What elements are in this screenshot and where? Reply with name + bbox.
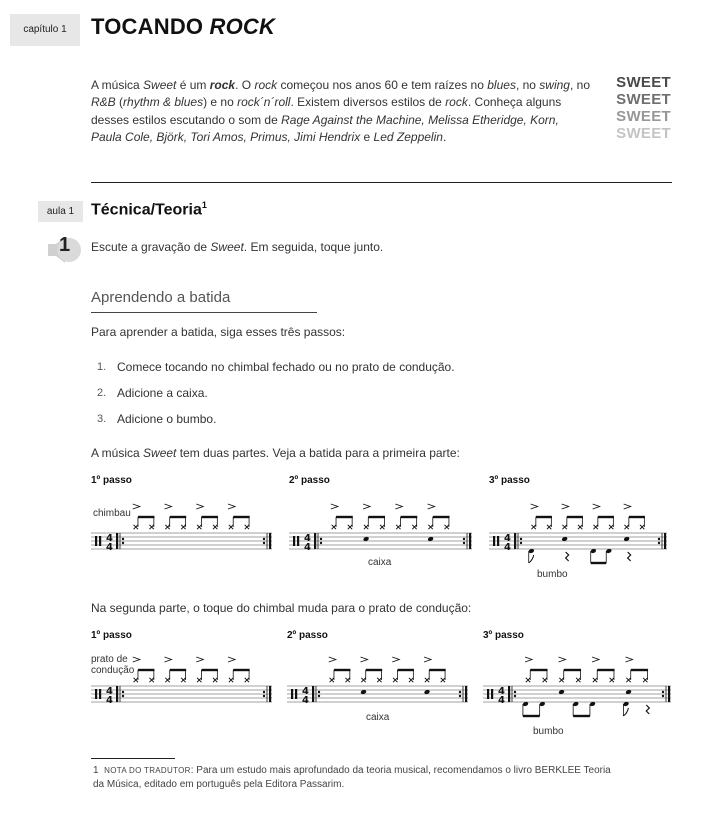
cymbal-note <box>149 525 153 529</box>
cymbal-note <box>364 525 368 529</box>
part1-seg: A música <box>91 446 144 460</box>
cymbal-note <box>441 678 445 682</box>
cymbal-note <box>393 678 397 682</box>
step-number: 2. <box>97 387 107 399</box>
intro-text: . <box>442 129 447 144</box>
intro-text: ( <box>115 95 124 110</box>
cymbal-note <box>640 525 644 529</box>
rest-symbol <box>646 705 649 714</box>
kick-label: bumbo <box>537 569 568 580</box>
repeat-dot <box>520 542 522 544</box>
note-beam <box>433 516 450 518</box>
intro-text: swing <box>539 78 570 92</box>
sweet-label-3: SWEET <box>616 108 671 125</box>
note-beam <box>598 516 614 518</box>
intro-text: rock´n´roll <box>237 95 291 110</box>
instr-text: Escute a gravação de <box>91 240 211 254</box>
intro-text: rhythm & blues <box>123 95 204 110</box>
intro-text: e <box>360 129 374 144</box>
cymbal-note <box>245 678 249 682</box>
cymbal-note <box>229 525 233 529</box>
accent-mark <box>428 504 435 509</box>
cymbal-note <box>332 525 336 529</box>
repeat-thick <box>469 533 471 549</box>
accent-mark <box>395 504 402 509</box>
note-beam <box>138 669 154 671</box>
part2-text: Na segunda parte, o toque do chimbal muda para o prato de condução: <box>91 601 472 615</box>
percussion-clef <box>95 536 97 546</box>
instr-text: . Em seguida, toque junto. <box>243 240 384 254</box>
percussion-clef <box>487 689 489 699</box>
repeat-thick <box>116 533 118 549</box>
cymbal-note <box>445 525 449 529</box>
repeat-dot <box>122 542 124 544</box>
cymbal-note <box>610 678 614 682</box>
intro-text: rock <box>209 78 236 92</box>
title-plain: TOCANDO <box>91 14 210 39</box>
repeat-dot <box>662 695 664 697</box>
note-beam <box>573 715 590 717</box>
note-beam <box>397 669 413 671</box>
repeat-dot <box>263 538 265 540</box>
accent-mark <box>624 504 631 509</box>
step-label: 3º passo <box>489 475 530 486</box>
intro-text: R&B <box>91 95 116 110</box>
intro-text: blues <box>487 78 516 92</box>
cymbal-note <box>165 525 169 529</box>
cymbal-note <box>229 678 233 682</box>
rest-symbol <box>628 552 631 561</box>
note-beam <box>530 669 547 671</box>
percussion-clef <box>95 689 97 699</box>
title-italic: ROCK <box>209 14 276 39</box>
lesson-title-text: Técnica/Teoria <box>91 201 202 219</box>
time-signature-top: 4 <box>498 686 505 697</box>
accent-mark <box>165 657 172 662</box>
step-text: Comece tocando no chimbal fechado ou no prato de condução. <box>117 360 455 374</box>
intro-text: rock <box>254 78 278 92</box>
percussion-clef <box>291 689 293 699</box>
note-beam <box>564 669 581 671</box>
repeat-dot <box>122 538 124 540</box>
cymbal-note <box>134 678 138 682</box>
intro-text: Rage Against the Machine, Melissa Etheridge, Korn, Paula Cole, Björk, Tori Amos, Primus, Jimi Hendrix <box>91 112 559 144</box>
step-number: 1. <box>97 361 107 373</box>
accent-mark <box>196 504 203 509</box>
cymbal-note <box>547 525 551 529</box>
intro-text: é um <box>176 78 210 92</box>
step-label: 2º passo <box>289 475 330 486</box>
repeat-dot <box>320 542 322 544</box>
intro-text: começou nos anos 60 e tem raízes no <box>277 78 488 92</box>
repeat-thick <box>508 686 510 702</box>
cymbal-note <box>412 525 416 529</box>
cymbal-note <box>396 525 400 529</box>
note-flag <box>623 708 628 716</box>
instrument-label: chimbau <box>93 508 131 519</box>
note-beam <box>629 516 645 518</box>
footnote-tag: NOTA DO TRADUTOR <box>104 766 191 775</box>
instrument-label-a: prato de <box>91 654 128 665</box>
note-beam <box>233 669 249 671</box>
part1-seg: tem duas partes. Veja a batida para a primeira parte: <box>176 446 460 460</box>
footnote <box>93 764 613 792</box>
step-label: 1º passo <box>91 630 132 641</box>
note-beam <box>597 669 614 671</box>
intro-text: Sweet <box>143 78 177 92</box>
note-beam <box>170 516 186 518</box>
accent-mark <box>165 504 172 509</box>
note-beam <box>233 516 249 518</box>
accent-mark <box>562 504 569 509</box>
chapter-label: capítulo 1 <box>10 14 80 46</box>
intro-text: . Existem diversos estilos de <box>290 95 446 110</box>
accent-mark <box>424 657 431 662</box>
cymbal-note <box>576 678 580 682</box>
time-signature-bottom: 4 <box>302 695 309 706</box>
sweet-label-2: SWEET <box>616 91 671 108</box>
note-beam <box>429 669 445 671</box>
intro-text: . Conheça alguns desses estilos escutando o som de <box>91 95 562 127</box>
cymbal-note <box>543 678 547 682</box>
cymbal-note <box>181 678 185 682</box>
cymbal-note <box>213 678 217 682</box>
accent-mark <box>133 657 140 662</box>
kick-label: bumbo <box>533 726 564 737</box>
intro-text: A música <box>91 78 144 92</box>
cymbal-note <box>181 525 185 529</box>
note-beam <box>591 562 607 564</box>
intro-text: rock <box>445 95 468 110</box>
accent-mark <box>196 657 203 662</box>
cymbal-note <box>245 525 249 529</box>
percussion-clef <box>497 536 499 546</box>
time-signature-bottom: 4 <box>106 695 113 706</box>
accent-mark <box>593 504 600 509</box>
footnote-text: : Para um estudo mais aprofundado da teoria musical, recomendamos o livro BERKLEE Teoria da Música, editado em português pela Editora Passarim. <box>93 765 611 790</box>
note-beam <box>336 516 353 518</box>
percussion-clef <box>99 536 101 546</box>
note-beam <box>366 669 382 671</box>
accent-mark <box>228 657 235 662</box>
repeat-thick <box>269 686 271 702</box>
note-beam <box>567 516 583 518</box>
time-signature-top: 4 <box>504 533 511 544</box>
cymbal-note <box>428 525 432 529</box>
accent-mark <box>133 504 140 509</box>
accent-mark <box>361 657 368 662</box>
repeat-thick <box>664 533 666 549</box>
cymbal-note <box>197 678 201 682</box>
sweet-label-4: SWEET <box>616 125 671 142</box>
repeat-dot <box>459 695 461 697</box>
step-number: 3. <box>97 413 107 425</box>
repeat-thick <box>116 686 118 702</box>
repeat-thick <box>465 686 467 702</box>
accent-mark <box>592 657 599 662</box>
time-signature-bottom: 4 <box>304 542 311 553</box>
cymbal-note <box>626 678 630 682</box>
percussion-clef <box>99 689 101 699</box>
rest-symbol <box>566 552 569 561</box>
cymbal-note <box>361 678 365 682</box>
step-label: 1º passo <box>91 475 132 486</box>
footnote-number: 1 <box>93 765 99 776</box>
note-beam <box>523 715 540 717</box>
cymbal-note <box>609 525 613 529</box>
repeat-dot <box>320 538 322 540</box>
lesson-label: aula 1 <box>38 201 83 222</box>
note-beam <box>170 669 186 671</box>
cymbal-note <box>562 525 566 529</box>
intro-text: Led Zeppelin <box>373 129 443 144</box>
repeat-dot <box>520 538 522 540</box>
time-signature-bottom: 4 <box>106 542 113 553</box>
repeat-dot <box>658 538 660 540</box>
time-signature-top: 4 <box>106 686 113 697</box>
sweet-label-1: SWEET <box>616 74 671 91</box>
footnote-ref: 1 <box>201 200 207 210</box>
repeat-dot <box>263 691 265 693</box>
step-label: 3º passo <box>483 630 524 641</box>
intro-text: ) e no <box>203 95 238 110</box>
cymbal-note <box>559 678 563 682</box>
accent-mark <box>392 657 399 662</box>
cymbal-note <box>380 525 384 529</box>
repeat-dot <box>463 542 465 544</box>
cymbal-note <box>526 678 530 682</box>
repeat-thick <box>514 533 516 549</box>
time-signature-top: 4 <box>106 533 113 544</box>
intro-text: . O <box>235 78 255 92</box>
accent-mark <box>331 504 338 509</box>
step-text: Adicione o bumbo. <box>117 412 217 426</box>
instrument-label-b: condução <box>91 665 135 676</box>
cymbal-note <box>531 525 535 529</box>
repeat-thick <box>269 533 271 549</box>
cymbal-note <box>149 678 153 682</box>
accent-mark <box>228 504 235 509</box>
section-heading: Aprendendo a batida <box>91 289 231 306</box>
note-beam <box>536 516 552 518</box>
repeat-dot <box>459 691 461 693</box>
repeat-thick <box>314 533 316 549</box>
note-beam <box>201 516 217 518</box>
cymbal-note <box>134 525 138 529</box>
accent-mark <box>531 504 538 509</box>
cymbal-note <box>377 678 381 682</box>
note-beam <box>138 516 154 518</box>
repeat-thick <box>668 686 670 702</box>
cymbal-note <box>345 678 349 682</box>
accent-mark <box>559 657 566 662</box>
cymbal-note <box>197 525 201 529</box>
repeat-dot <box>318 695 320 697</box>
time-signature-bottom: 4 <box>498 695 505 706</box>
accent-mark <box>525 657 532 662</box>
snare-label: caixa <box>366 712 390 723</box>
accent-mark <box>363 504 370 509</box>
instr-text: Sweet <box>210 240 244 254</box>
repeat-dot <box>318 691 320 693</box>
note-beam <box>631 669 648 671</box>
footnote-divider <box>91 758 175 759</box>
repeat-dot <box>122 695 124 697</box>
accent-mark <box>626 657 633 662</box>
repeat-dot <box>263 542 265 544</box>
cymbal-note <box>624 525 628 529</box>
cymbal-note <box>165 678 169 682</box>
intro-text: , no <box>569 78 590 92</box>
cymbal-note <box>593 525 597 529</box>
repeat-dot <box>463 538 465 540</box>
cymbal-note <box>643 678 647 682</box>
time-signature-top: 4 <box>302 686 309 697</box>
percussion-clef <box>297 536 299 546</box>
part1-seg: Sweet <box>143 446 177 460</box>
step-text: Adicione a caixa. <box>117 386 208 400</box>
note-beam <box>334 669 350 671</box>
section-intro: Para aprender a batida, siga esses três passos: <box>91 325 346 339</box>
repeat-dot <box>658 542 660 544</box>
cymbal-note <box>409 678 413 682</box>
percussion-clef <box>493 536 495 546</box>
percussion-clef <box>491 689 493 699</box>
cymbal-note <box>348 525 352 529</box>
repeat-dot <box>514 695 516 697</box>
track-number: 1 <box>59 234 71 256</box>
percussion-clef <box>293 536 295 546</box>
accent-mark <box>329 657 336 662</box>
cymbal-note <box>578 525 582 529</box>
note-beam <box>401 516 418 518</box>
snare-label: caixa <box>368 557 392 568</box>
step-label: 2º passo <box>287 630 328 641</box>
note-beam <box>368 516 385 518</box>
repeat-thick <box>312 686 314 702</box>
time-signature-bottom: 4 <box>504 542 511 553</box>
repeat-dot <box>263 695 265 697</box>
cymbal-note <box>213 525 217 529</box>
cymbal-note <box>425 678 429 682</box>
percussion-clef <box>295 689 297 699</box>
note-flag <box>529 555 534 563</box>
time-signature-top: 4 <box>304 533 311 544</box>
repeat-dot <box>514 691 516 693</box>
cymbal-note <box>593 678 597 682</box>
note-beam <box>201 669 217 671</box>
repeat-dot <box>122 691 124 693</box>
intro-text: , no <box>515 78 540 92</box>
cymbal-note <box>330 678 334 682</box>
repeat-dot <box>662 691 664 693</box>
